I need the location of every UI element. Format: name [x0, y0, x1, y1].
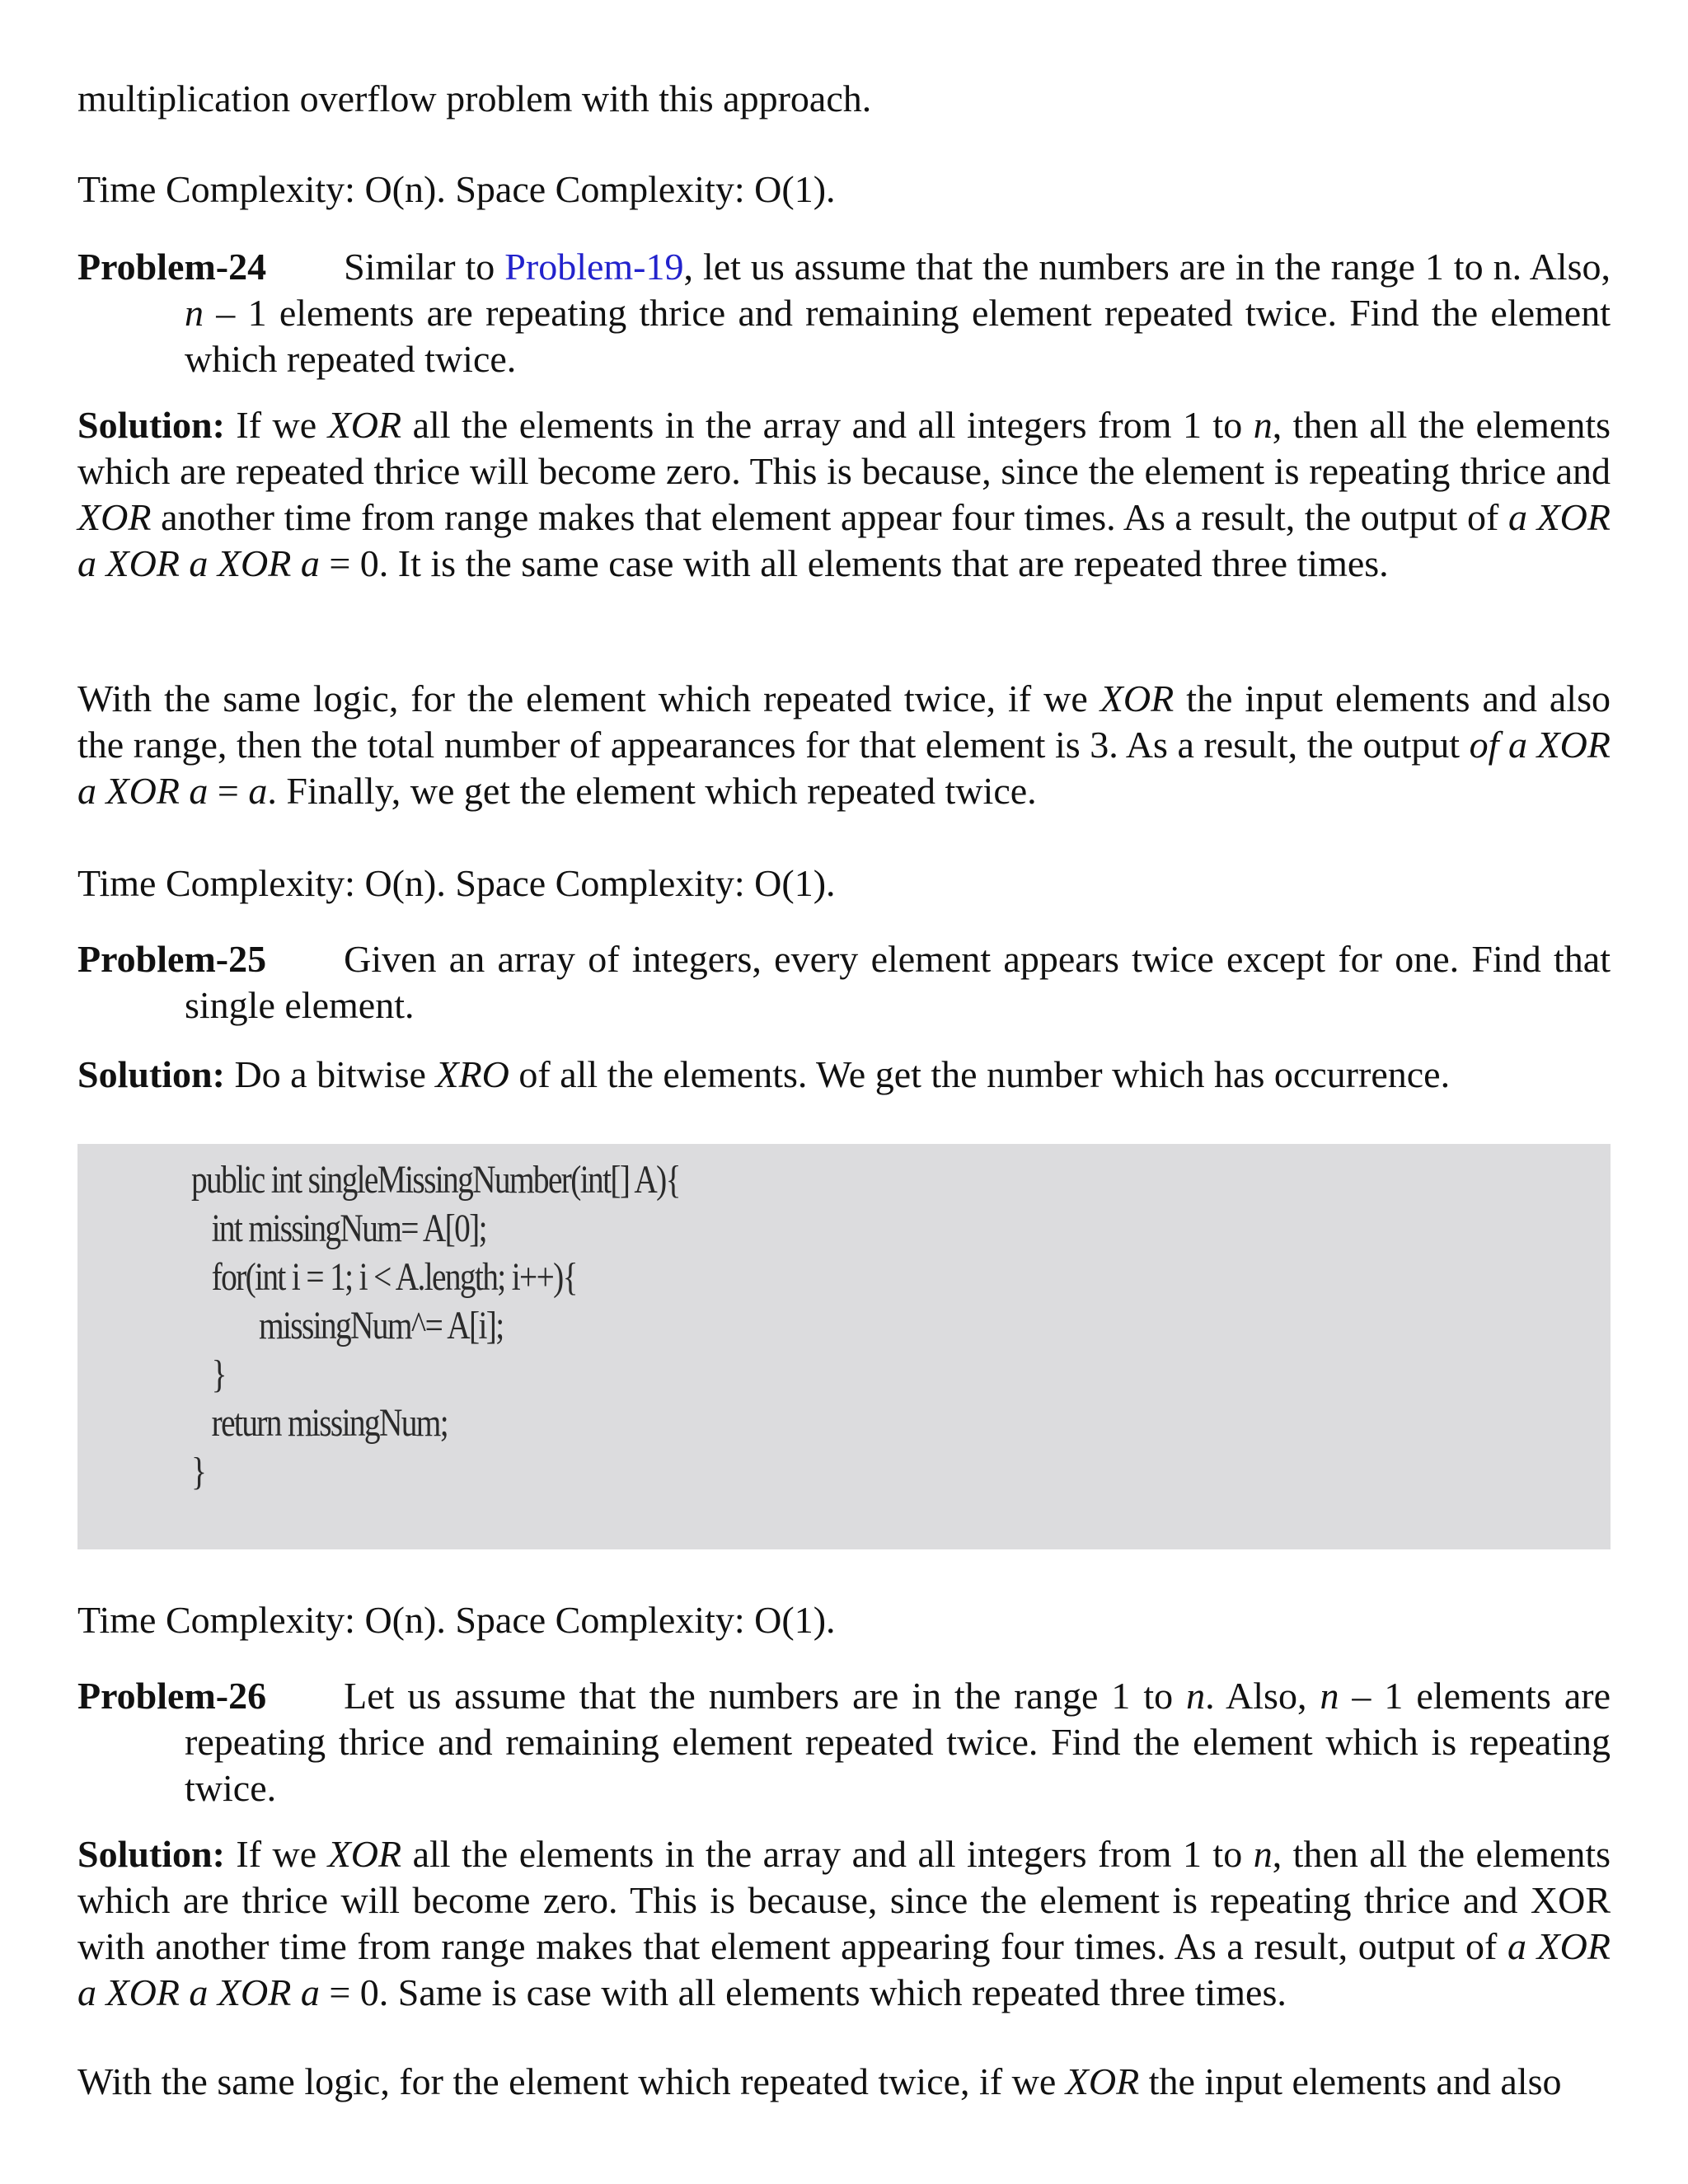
problem-24: Problem-24 Similar to Problem-19, let us assume that the numbers are in the range 1 to n. Also, n – 1 elements are repeating thrice and remaining element repeated twice. Find the element which repeated twice. [77, 246, 1611, 380]
solution-label: Solution: [77, 1053, 225, 1095]
problem-25: Problem-25 Given an array of integers, every element appears twice except for one. Find that single element. [77, 938, 1611, 1026]
problem-26: Problem-26 Let us assume that the numbers are in the range 1 to n. Also, n – 1 elements are repeating thrice and remaining element repeated twice. Find the element which is repeating twice. [77, 1675, 1611, 1809]
problem-19-link[interactable]: Problem-19 [504, 246, 684, 288]
complexity-text: Time Complexity: O(n). Space Complexity: O(1). [77, 1599, 836, 1641]
solution-26-continued: With the same logic, for the element which repeated twice, if we XOR the input elements and also [77, 2060, 1562, 2102]
code-line: } [191, 1352, 226, 1396]
code-line: for(int i = 1; i < A.length; i++){ [191, 1255, 577, 1299]
code-line: return missingNum; [191, 1401, 448, 1445]
problem-label: Problem-26 [77, 1675, 267, 1717]
solution-24-continued: With the same logic, for the element which repeated twice, if we XOR the input elements and also the range, then the total number of appearances for that element is 3. As a result, the output of a XOR a XOR a = a. Finally, we get the element which repeated twice. [77, 677, 1611, 812]
solution-26: Solution: If we XOR all the elements in the array and all integers from 1 to n, then all the elements which are thrice will become zero. This is because, since the element is repeating thrice and XOR with another time from range makes that element appearing four times. As a result, output of a XOR a XOR a XOR a = 0. Same is case with all elements which repeated three times. [77, 1833, 1611, 2013]
complexity-note-3 [77, 1597, 1611, 1643]
code-listing [191, 1155, 680, 1496]
solution-label: Solution: [77, 1833, 225, 1875]
code-line: missingNum^= A[i]; [191, 1304, 504, 1347]
intro-paragraph [77, 76, 1611, 122]
code-line: public int singleMissingNumber(int[] A){ [191, 1158, 680, 1202]
complexity-text: Time Complexity: O(n). Space Complexity: O(1). [77, 862, 836, 904]
solution-label: Solution: [77, 404, 225, 446]
intro-line: multiplication overflow problem with this approach. [77, 77, 872, 120]
code-block [77, 1144, 1611, 1549]
solution-24: Solution: If we XOR all the elements in the array and all integers from 1 to n, then all the elements which are repeated thrice will become zero. This is because, since the element is repeating thrice and XOR another time from range makes that element appear four times. As a result, the output of a XOR a XOR a XOR a = 0. It is the same case with all elements that are repeated three times. [77, 404, 1611, 584]
code-line: } [191, 1450, 206, 1493]
solution-25: Solution: Do a bitwise XRO of all the elements. We get the number which has occurrence. [77, 1053, 1451, 1095]
complexity-note-1 [77, 166, 1611, 213]
code-line: int missingNum= A[0]; [191, 1207, 486, 1250]
complexity-note-2 [77, 860, 1611, 907]
complexity-text: Time Complexity: O(n). Space Complexity: O(1). [77, 168, 836, 210]
problem-label: Problem-25 [77, 938, 267, 980]
problem-label: Problem-24 [77, 246, 267, 288]
